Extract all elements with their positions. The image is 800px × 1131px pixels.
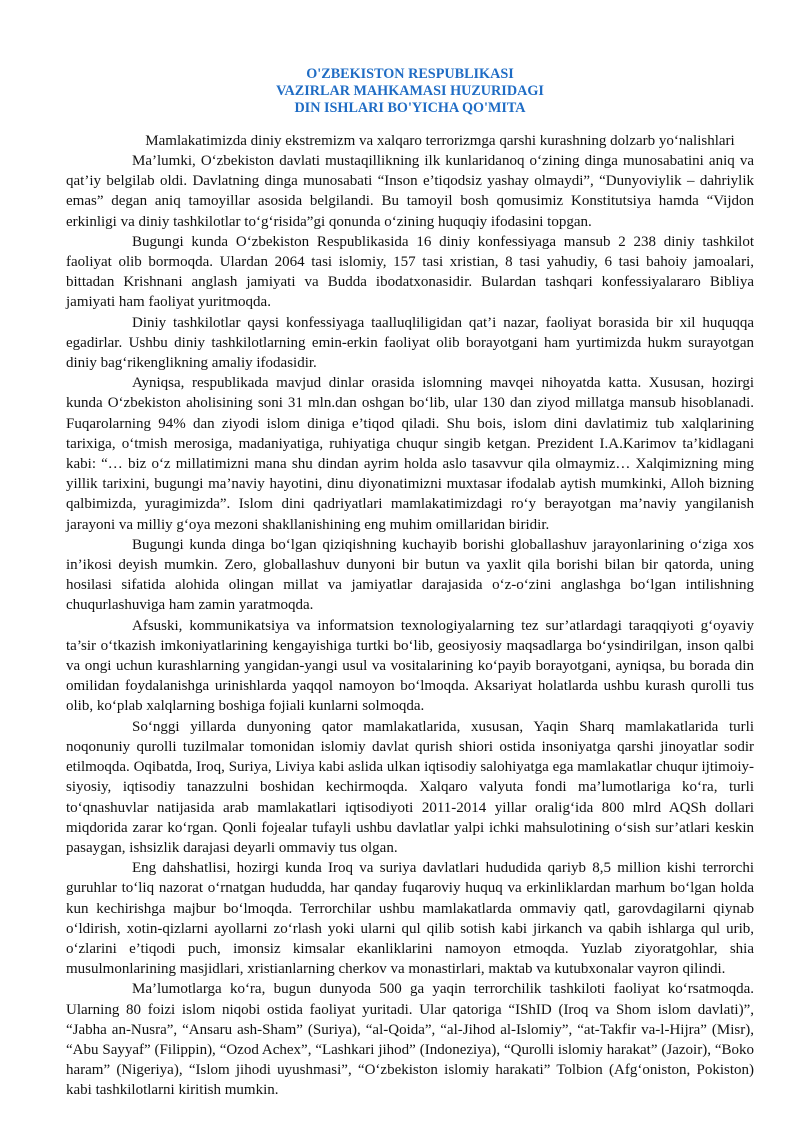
document-title: Mamlakatimizda diniy ekstremizm va xalqaro terrorizmga qarshi kurashning dolzarb yo‘nalishlari	[145, 133, 735, 149]
paragraph: Ayniqsa, respublikada mavjud dinlar orasida islomning mavqei nihoyatda katta. Xususan, hozirgi kunda O‘zbekiston aholisining soni 31 mln.dan oshgan bo‘lib, ular 130 dan ziyod millatga mansub hisoblanadi. Fuqarolarning 94% dan ziyodi islom diniga e’tiqod qiladi. Shu bois, islom dini davlatimiz tub xalqlarining tarixiga, o‘tmish merosiga, madaniyatiga, ruhiyatiga chuqur singib ketgan. Prezident I.A.Karimov ta’kidlagani kabi: “… biz o‘z millatimizni mana shu dindan ayrim holda aslo tasavvur qila olmaymiz… Xalqimizning ming yillik tarixini, bugungi ma’naviy hayotini, dinu diyonatimizni muxtasar ifodalab aytish mumkinki, Alloh bizning qalbimizda, yuragimizda”. Islom dini qadriyatlari mamlakatimizdagi ro‘y berayotgan ma’naviy yangilanish jarayoni va milliy g‘oya mezoni shakllanishining eng muhim omillaridan biridir.	[66, 375, 754, 533]
paragraph: Eng dahshatlisi, hozirgi kunda Iroq va suriya davlatlari hududida qariyb 8,5 million kishi terrorchi guruhlar to‘liq nazorat o‘rnatgan hududda, har qanday fuqaroviy huquq va erkinliklardan marhum bo‘lgan holda kun kechirishga majbur bo‘lmoqda. Terrorchilar ushbu mamlakatlarda ommaviy qatl, garovdagilarni qiynab o‘ldirish, xotin-qizlarni ayollarni zo‘rlash yoki ularni qul qilib sotish kabi jirkanch va qabih ishlarga qul urib, o‘zlarini e’tiqodi puch, imonsiz kimsalar ekanliklarini namoyon etmoqda. Yuzlab ziyoratgohlar, shia musulmonlarining masjidlari, xristianlarning cherkov va monastirlari, maktab va kutubxonalar vayron qilindi.	[66, 860, 754, 978]
header-line-2: VAZIRLAR MAHKAMASI HUZURIDAGI	[276, 83, 544, 99]
paragraph: Ma’lumotlarga ko‘ra, bugun dunyoda 500 ga yaqin terrorchilik tashkiloti faoliyat ko‘rsatmoqda. Ularning 80 foizi islom niqobi ostida faoliyat yuritadi. Ular qatoriga “IShID (Iroq va Shom islom davlati)”, “Jabha an-Nusra”, “Ansaru ash-Sham” (Suriya), “al-Qoida”, “al-Jihod al-Islomiy”, “at-Takfir va-l-Hijra” (Misr), “Abu Sayyaf” (Filippin), “Ozod Achex”, “Lashkari jihod” (Indoneziya), “Qurolli islomiy harakat” (Jazoir), “Boko haram” (Nigeriya), “Islom jihodi uyushmasi”, “O‘zbekiston islomiy harakati” Tolbion (Afg‘oniston, Pokiston) kabi tashkilotlarni kiritish mumkin.	[66, 981, 754, 1099]
paragraph: Afsuski, kommunikatsiya va informatsion texnologiyalarning tez sur’atlardagi taraqqiyoti g‘oyaviy ta’sir o‘tkazish imkoniyatlarining kengayishiga turtki bo‘lib, geosiyosiy maqsadlarga bo‘ysindirilgan, inson qalbi va ongi uchun kurashlarning yangidan-yangi usul va vositalarining ko‘payib borayotgani, ayniqsa, bu borada din omilidan foydalanishga urinishlarda yaqqol namoyon bo‘lmoqda. Aksariyat holatlarda ushbu kurash qurolli tus olib, ko‘plab xalqlarning boshiga fojiali kunlarni solmoqda.	[66, 617, 754, 715]
document-header	[66, 66, 754, 117]
header-line-3: DIN ISHLARI BO'YICHA QO'MITA	[294, 100, 526, 116]
paragraph: So‘nggi yillarda dunyoning qator mamlakatlarida, xususan, Yaqin Sharq mamlakatlarida turli noqonuniy qurolli tuzilmalar tomonidan islomiy davlat qurish shiori ostida insoniyatga qarshi jinoyatlar sodir etilmoqda. Oqibatda, Iroq, Suriya, Liviya kabi aslida ulkan iqtisodiy salohiyatga ega mamlakatlar chuqur ijtimoiy-siyosiy, iqtisodiy tanazzulni boshidan kechirmoqda. Xalqaro valyuta fondi ma’lumotlariga ko‘ra, turli to‘qnashuvlar natijasida arab mamlakatlari iqtisodiyoti 2011-2014 yillar oralig‘ida 800 mlrd AQSh dollari miqdorida zarar ko‘rgan. Qonli fojealar tufayli ushbu davlatlar yalpi ichki mahsulotining o‘sish sur’atlari keskin pasaygan, ishsizlik darajasi deyarli ommaviy tus olgan.	[66, 718, 754, 856]
document-body	[66, 151, 754, 1101]
paragraph: Bugungi kunda dinga bo‘lgan qiziqishning kuchayib borishi globallashuv jarayonlarining o‘ziga xos in’ikosi deyish mumkin. Zero, globallashuv dunyoni bir butun va yaxlit qila borishi bilan bir qatorda, uning hosilasi sifatida alohida olingan millat va jamiyatlar darajasida o‘z-o‘zini anglashga bo‘lgan intilishning chuqurlashuviga ham zamin yaratmoqda.	[66, 536, 754, 614]
paragraph: Bugungi kunda O‘zbekiston Respublikasida 16 diniy konfessiyaga mansub 2 238 diniy tashkilot faoliyat olib bormoqda. Ulardan 2064 tasi islomiy, 157 tasi xristian, 8 tasi yahudiy, 6 tasi bahoiy jamoalari, bittadan Krishnani anglash jamiyati va Budda ibodatxonasidir. Bulardan tashqari konfessiyalararo Bibliya jamiyati ham faoliyat yuritmoqda.	[66, 233, 754, 311]
paragraph: Diniy tashkilotlar qaysi konfessiyaga taalluqliligidan qat’i nazar, faoliyat borasida bir xil huquqqa egadirlar. Ushbu diniy tashkilotlarning emin-erkin faoliyat olib borayotgani ham yurtimizda hukm surayotgan diniy bag‘rikenglikning amaliy ifodasidir.	[66, 314, 754, 372]
header-line-1: O'ZBEKISTON RESPUBLIKASI	[306, 66, 514, 82]
paragraph: Ma’lumki, O‘zbekiston davlati mustaqillikning ilk kunlaridanoq o‘zining dinga munosabatini aniq va qat’iy belgilab oldi. Davlatning dinga munosabati “Inson e’tiqodsiz yashay olmaydi”, “Dunyoviylik – dahriylik emas” degan aniq tamoyillar asosida belgilandi. Bu tamoyil bosh qomusimiz Konstitutsiya hamda “Vijdon erkinligi va diniy tashkilotlar to‘g‘risida”gi qonunda o‘zining huquqiy ifodasini topgan.	[66, 153, 754, 230]
